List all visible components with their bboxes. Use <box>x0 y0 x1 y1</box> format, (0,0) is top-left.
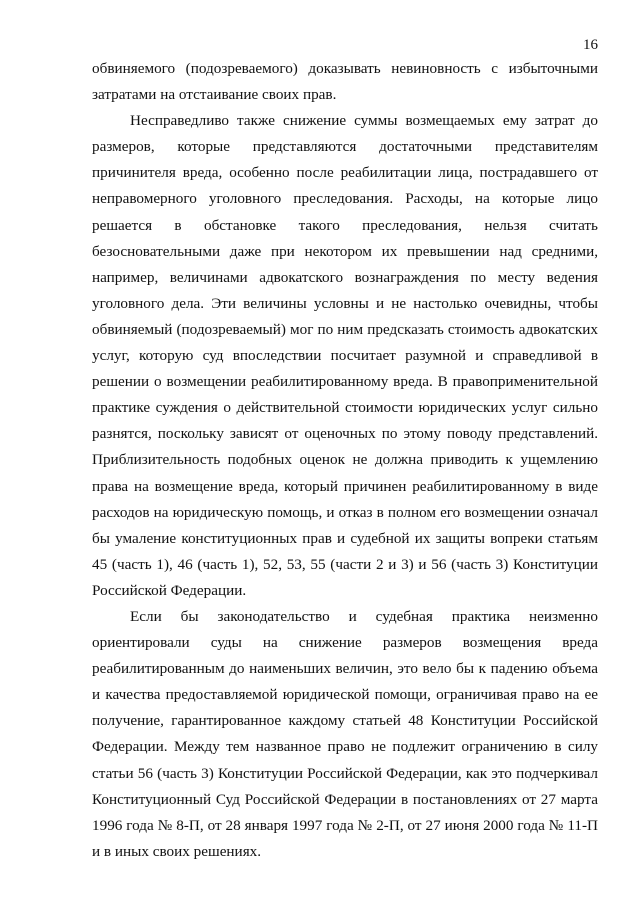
text-line: обвиняемый (подозреваемый) мог по ним предсказать стоимость адвокатских <box>92 320 598 338</box>
text-line: Российской Федерации. <box>92 581 247 599</box>
text-line: получение, гарантированное каждому статьей 48 Конституции Российской <box>92 712 598 730</box>
document-body <box>92 56 598 865</box>
text-line: права на возмещение вреда, который причинен реабилитированному в виде <box>92 477 598 495</box>
text-line: реабилитированным до наименьших величин, это вело бы к падению объема <box>92 660 598 678</box>
text-line: уголовного дела. Эти величины условны и не настолько очевидны, чтобы <box>92 294 598 312</box>
text-line: ориентировали суды на снижение размеров возмещения вреда <box>92 634 598 652</box>
text-line: размеров, которые представляются достаточными представителям <box>92 138 598 156</box>
text-line: неправомерного уголовного преследования. Расходы, на которые лицо <box>92 190 598 208</box>
paragraph <box>92 108 598 604</box>
text-line: 45 (часть 1), 46 (часть 1), 52, 53, 55 (части 2 и 3) и 56 (часть 3) Конституции <box>92 555 598 573</box>
text-line: обвиняемого (подозреваемого) доказывать невиновность с избыточными <box>92 60 598 77</box>
text-line: бы умаление конституционных прав и судебной их защиты вопреки статьям <box>92 529 598 547</box>
text-line: разнятся, поскольку зависят от оценочных по этому поводу представлений. <box>92 425 598 443</box>
text-line: практике суждения о действительной стоимости юридических услуг сильно <box>92 399 598 417</box>
text-line: Приблизительность подобных оценок не должна приводить к ущемлению <box>92 451 598 469</box>
text-line: Если бы законодательство и судебная практика неизменно <box>130 607 598 625</box>
text-line: 1996 года № 8-П, от 28 января 1997 года № 2-П, от 27 июня 2000 года № 11-П <box>92 816 598 834</box>
text-line: и в иных своих решениях. <box>92 842 262 860</box>
text-line: статьи 56 (часть 3) Конституции Российской Федерации, как это подчеркивал <box>92 764 598 782</box>
text-line: например, величинами адвокатского вознаграждения по месту ведения <box>92 268 598 286</box>
page-number: 16 <box>583 37 598 53</box>
text-line: причинителя вреда, особенно после реабилитации лица, пострадавшего от <box>92 164 598 182</box>
text-line: услуг, которую суд впоследствии посчитает разумной и справедливой в <box>92 347 598 365</box>
paragraph <box>92 56 598 108</box>
text-line: решении о возмещении реабилитированному вреда. В правоприменительной <box>92 373 598 391</box>
text-line: затратами на отстаивание своих прав. <box>92 86 337 104</box>
text-line: Федерации. Между тем названное право не подлежит ограничению в силу <box>92 738 598 756</box>
text-line: расходов на юридическую помощь, и отказ в полном его возмещении означал <box>92 503 598 521</box>
text-line: решается в обстановке такого преследования, нельзя считать <box>92 216 598 234</box>
paragraph <box>92 604 598 865</box>
text-line: Конституционный Суд Российской Федерации в постановлениях от 27 марта <box>92 790 598 808</box>
text-line: безосновательными даже при некотором их превышении над средними, <box>92 242 598 260</box>
text-line: Несправедливо также снижение суммы возмещаемых ему затрат до <box>130 112 598 130</box>
text-line: и качества предоставляемой юридической помощи, ограничивая право на ее <box>92 686 598 704</box>
